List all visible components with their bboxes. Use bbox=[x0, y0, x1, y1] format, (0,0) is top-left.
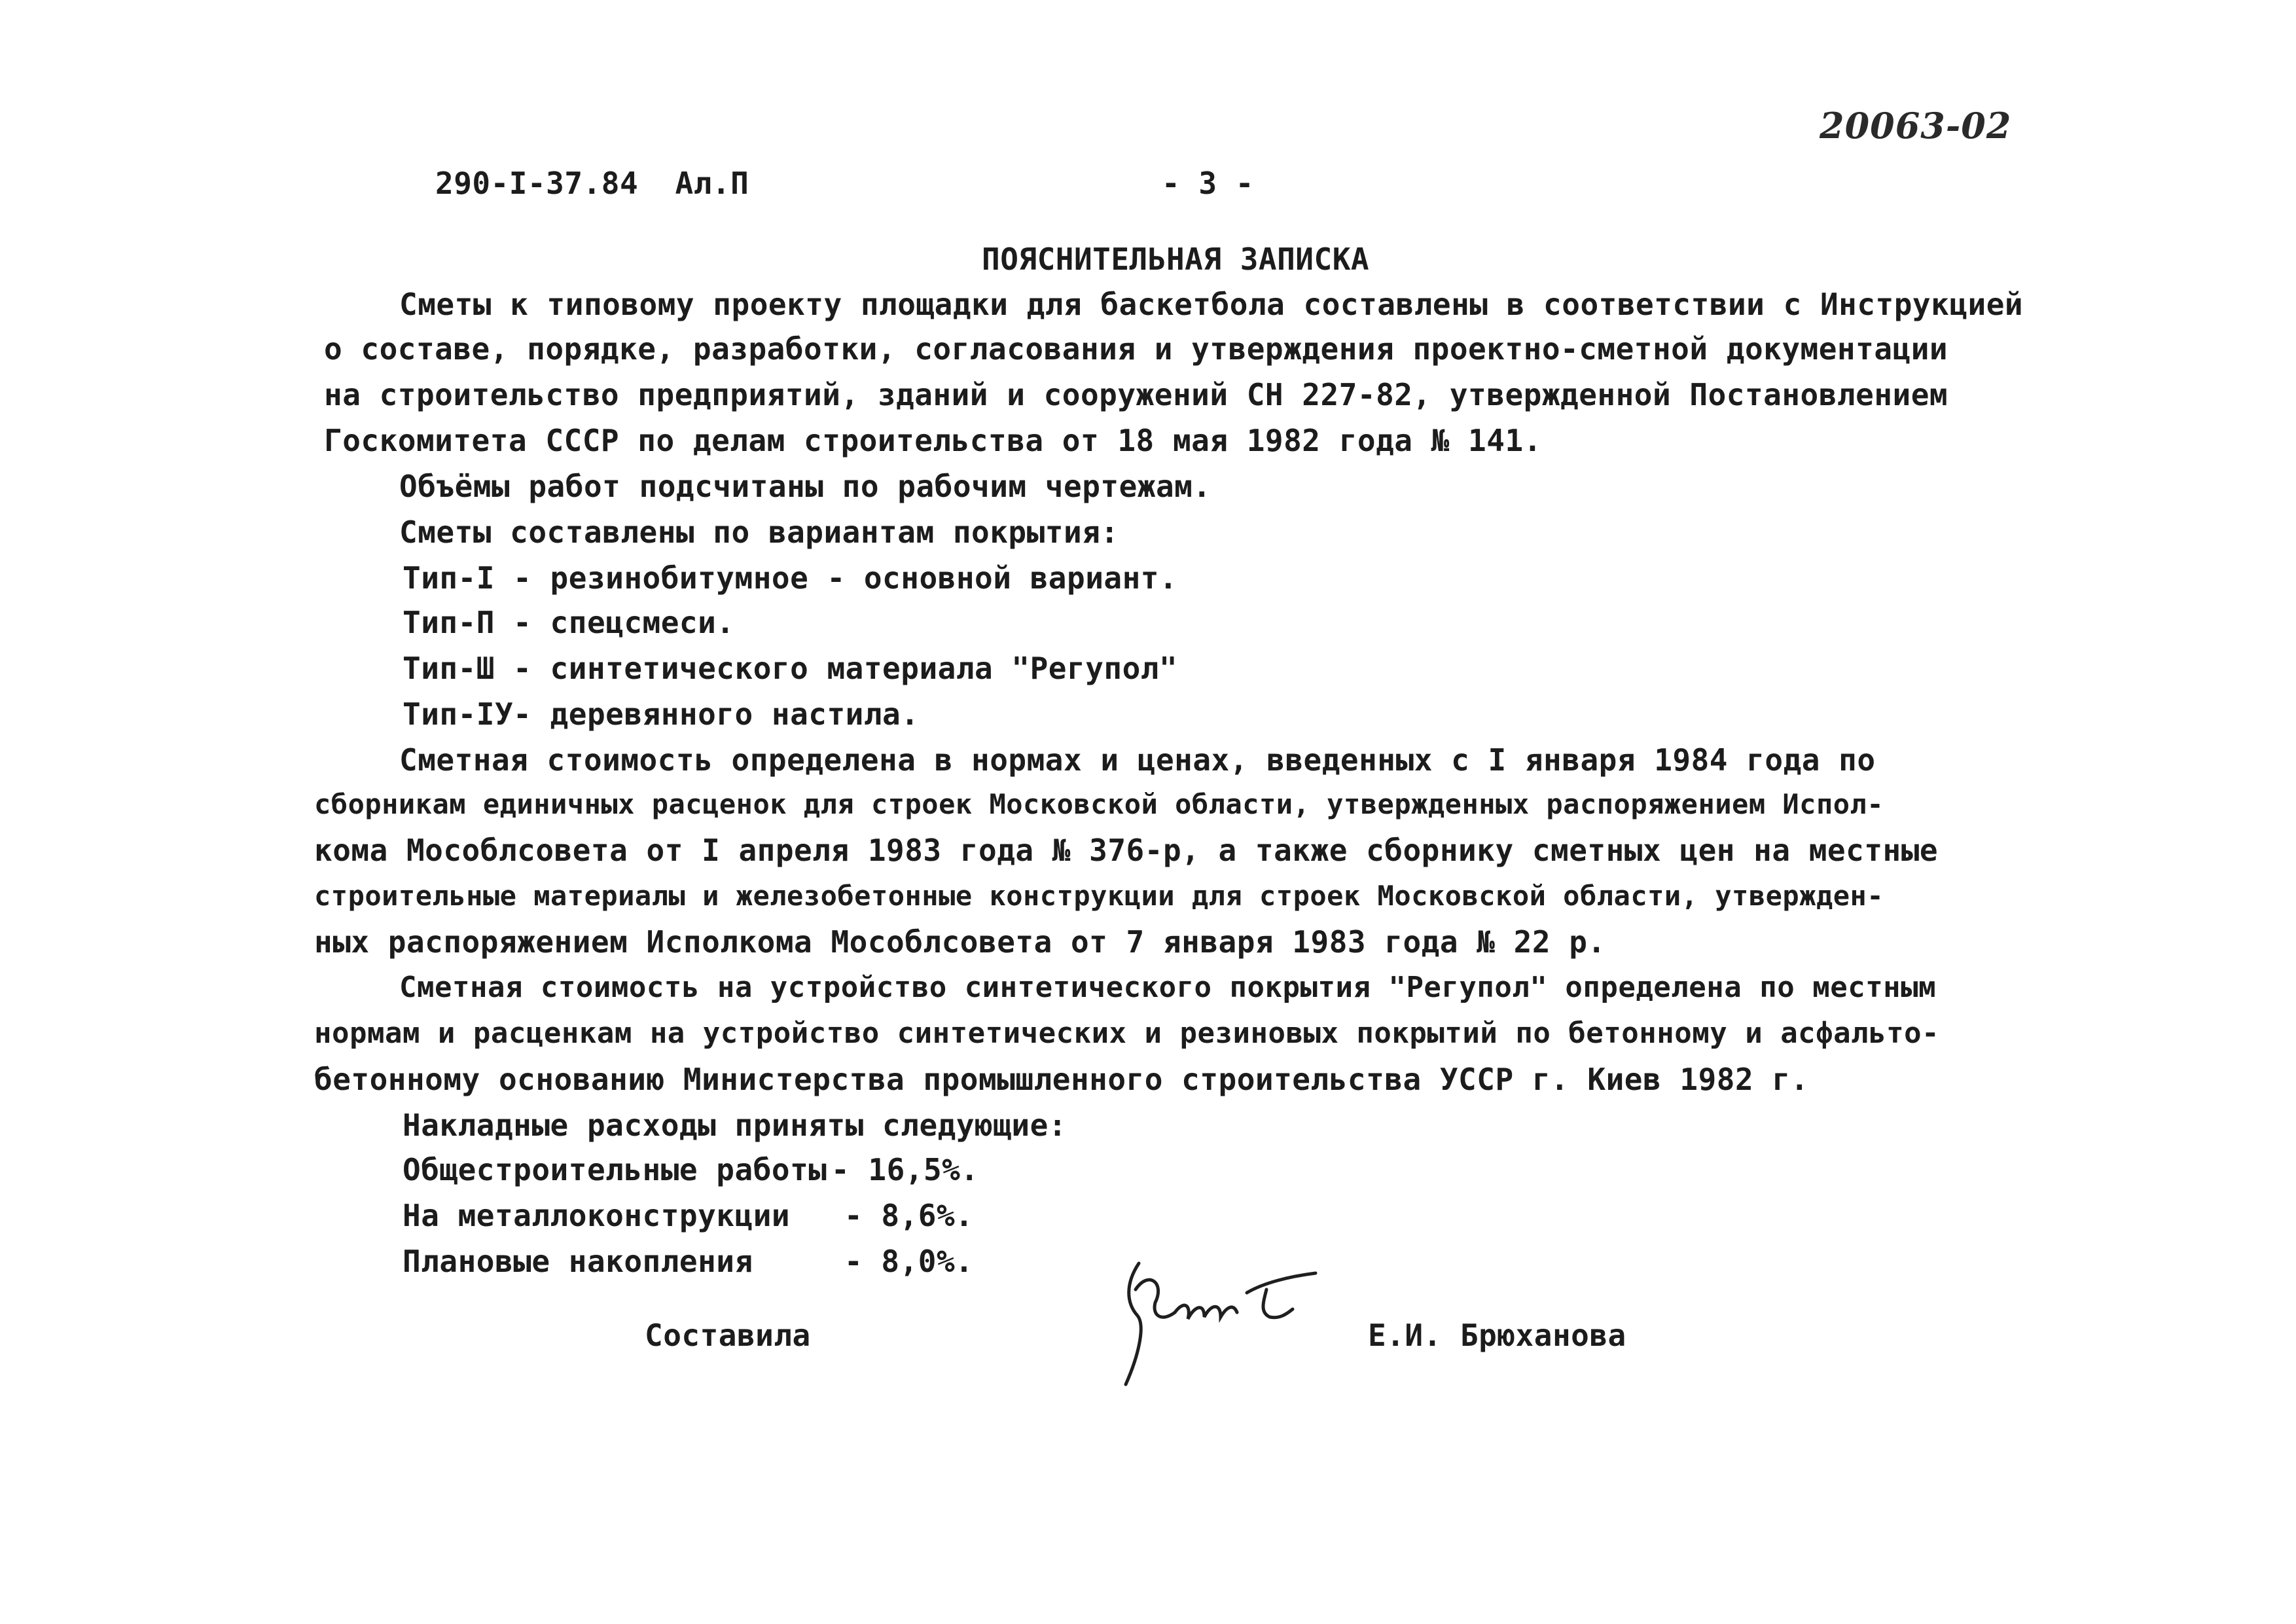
variants-intro: Сметы составлены по вариантам покрытия: bbox=[399, 514, 1119, 550]
paragraph-1-line-2: о составе, порядке, разработки, согласования и утверждения проектно-сметной документации bbox=[324, 331, 1948, 367]
document-code: 290-I-37.84 Ал.П bbox=[435, 166, 749, 201]
paragraph-3-line-2: нормам и расценкам на устройство синтетических и резиновых покрытий по бетонному и асфальто- bbox=[314, 1017, 1940, 1050]
handwritten-stamp: 20063-02 bbox=[1820, 105, 2012, 147]
handwritten-signature bbox=[1100, 1244, 1335, 1401]
page-number: - 3 - bbox=[1162, 166, 1254, 201]
volumes-text: Объёмы работ подсчитаны по рабочим чертежам. bbox=[399, 469, 1211, 504]
paragraph-3-line-3: бетонному основанию Министерства промышленного строительства УССР г. Киев 1982 г. bbox=[314, 1062, 1809, 1097]
paragraph-3-line-1: Сметная стоимость на устройство синтетического покрытия "Регупол" определена по местным bbox=[399, 971, 1937, 1004]
paragraph-1-line-4: Госкомитета СССР по делам строительства от 18 мая 1982 года № 141. bbox=[324, 423, 1542, 458]
overhead-value-1: - 16,5%. bbox=[831, 1152, 979, 1187]
overheads-intro: Накладные расходы приняты следующие: bbox=[403, 1108, 1067, 1143]
paragraph-2-line-5: ных распоряжением Исполкома Мособлсовета от 7 января 1983 года № 22 р. bbox=[314, 924, 1606, 960]
compiled-by-label: Составила bbox=[645, 1318, 811, 1353]
paragraph-2-line-4: строительные материалы и железобетонные конструкции для строек Московской области, утвержден- bbox=[314, 880, 1884, 912]
variant-type-4: Тип-IУ- деревянного настила. bbox=[403, 696, 920, 732]
variant-type-3: Тип-Ш - синтетического материала "Регупол" bbox=[403, 651, 1178, 686]
paragraph-2-line-2: сборникам единичных расценок для строек Московской области, утвержденных распоряжением Испол- bbox=[314, 788, 1884, 820]
overhead-label-1: Общестроительные работы bbox=[403, 1152, 827, 1187]
overhead-label-3: Плановые накопления bbox=[403, 1244, 753, 1279]
overhead-value-3: - 8,0%. bbox=[844, 1244, 974, 1279]
compiler-name: Е.И. Брюханова bbox=[1368, 1318, 1626, 1353]
page-title: ПОЯСНИТЕЛЬНАЯ ЗАПИСКА bbox=[982, 242, 1370, 277]
paragraph-1-line-1: Сметы к типовому проекту площадки для баскетбола составлены в соответствии с Инструкцией bbox=[399, 287, 2024, 322]
variant-type-1: Тип-I - резинобитумное - основной вариант. bbox=[403, 560, 1178, 596]
paragraph-1-line-3: на строительство предприятий, зданий и сооружений СН 227-82, утвержденной Постановлением bbox=[324, 377, 1948, 412]
overhead-value-2: - 8,6%. bbox=[844, 1198, 974, 1233]
variant-type-2: Тип-П - спецсмеси. bbox=[403, 605, 735, 640]
paragraph-2-line-1: Сметная стоимость определена в нормах и ценах, введенных с I января 1984 года по bbox=[399, 742, 1876, 778]
overhead-label-2: На металлоконструкции bbox=[403, 1198, 791, 1233]
paragraph-2-line-3: кома Мособлсовета от I апреля 1983 года № 376-р, а также сборнику сметных цен на местные bbox=[314, 833, 1939, 868]
